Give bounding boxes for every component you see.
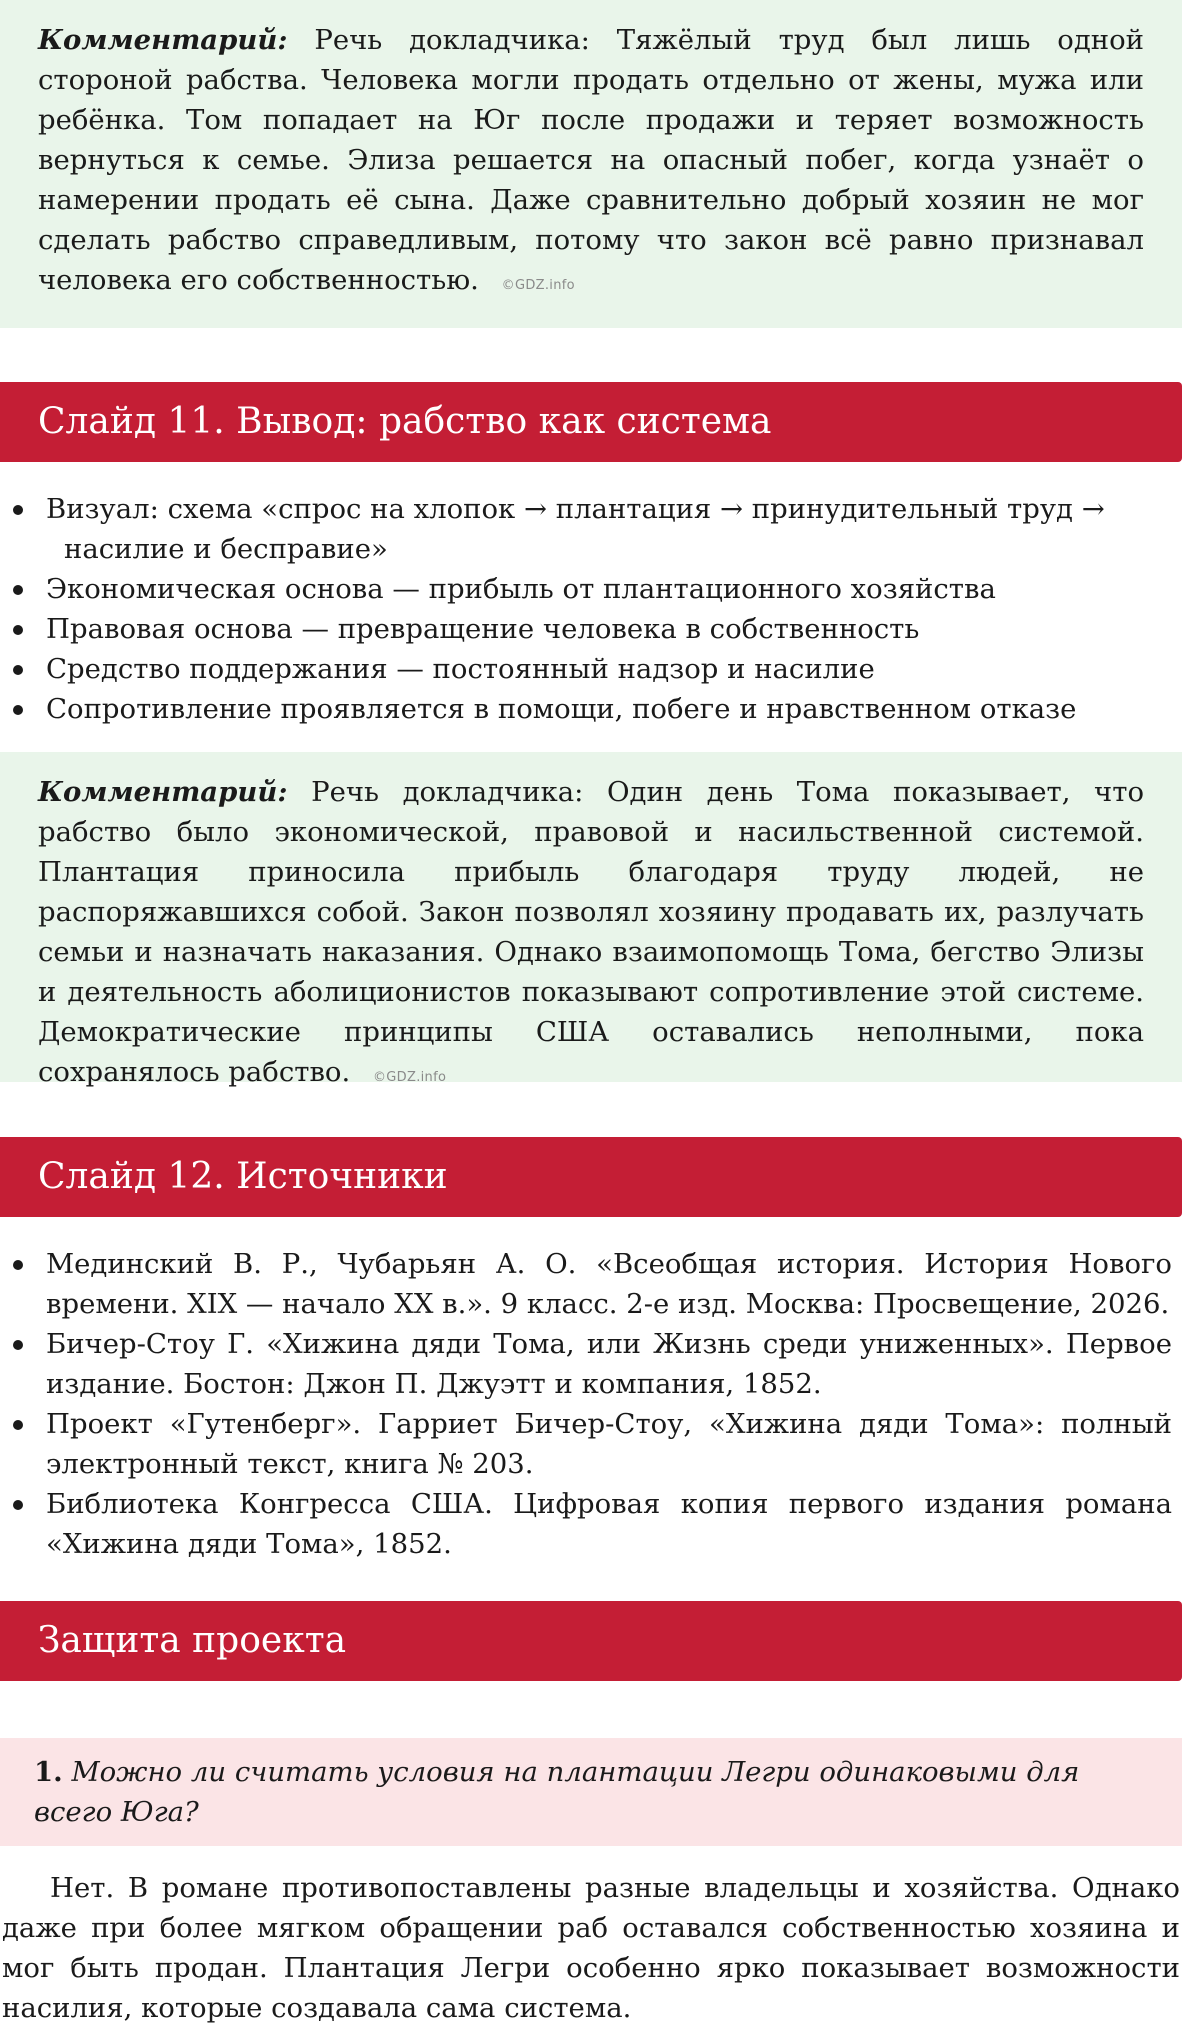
sources-list	[0, 1244, 1182, 1564]
list-item: Правовая основа — превращение человека в собственность	[46, 609, 1172, 649]
bullet-icon	[13, 585, 23, 595]
question-box	[0, 1738, 1182, 1846]
slide-11-bullet-list	[0, 489, 1182, 729]
bullet-icon	[13, 665, 23, 675]
comment-paragraph	[38, 20, 1144, 306]
comment-box-1	[0, 0, 1182, 328]
list-item: Средство поддержания — постоянный надзор и насилие	[46, 649, 1172, 689]
bullet-icon	[13, 1500, 23, 1510]
bullet-icon	[13, 1340, 23, 1350]
list-item: Бичер-Стоу Г. «Хижина дяди Тома, или Жизнь среди униженных». Первое издание. Бостон: Джон П. Джуэтт и компания, 1852.	[46, 1324, 1172, 1404]
bullet-icon	[13, 1260, 23, 1270]
slide-11-title: Слайд 11. Вывод: рабство как система	[0, 382, 1182, 462]
question-number: 1.	[34, 1756, 63, 1788]
bullet-icon	[13, 1420, 23, 1430]
defense-title: Защита проекта	[0, 1601, 1182, 1681]
list-item: Мединский В. Р., Чубарьян А. О. «Всеобщая история. История Нового времени. XIX — начало XX в.». 9 класс. 2-е изд. Москва: Просвещение, 2026.	[46, 1244, 1172, 1324]
watermark: ©GDZ.info	[501, 278, 575, 293]
bullet-icon	[13, 705, 23, 715]
list-item: Проект «Гутенберг». Гарриет Бичер-Стоу, «Хижина дяди Тома»: полный электронный текст, книга № 203.	[46, 1404, 1172, 1484]
comment-text: Речь докладчика: Тяжёлый труд был лишь одной стороной рабства. Человека могли продать отдельно от жены, мужа или ребёнка. Том попадает на Юг после продажи и теряет возможность вернуться к семье. Элиза решается на опасный побег, когда узнаёт о намерении продать её сына. Даже сравнительно добрый хозяин не мог сделать рабство справедливым, потому что закон всё равно признавал человека его собственностью.	[38, 24, 1145, 296]
watermark: ©GDZ.info	[373, 1070, 447, 1085]
bullet-icon	[13, 505, 23, 515]
comment-box-2	[0, 752, 1182, 1088]
question-text: Можно ли считать условия на плантации Легри одинаковыми для всего Юга?	[34, 1756, 1080, 1828]
comment-paragraph	[38, 772, 1144, 1098]
slide-12-title: Слайд 12. Источники	[0, 1137, 1182, 1217]
comment-label: Комментарий:	[38, 776, 288, 808]
list-item: Библиотека Конгресса США. Цифровая копия первого издания романа «Хижина дяди Тома», 1852.	[46, 1484, 1172, 1564]
list-item: Экономическая основа — прибыль от плантационного хозяйства	[46, 569, 1172, 609]
list-item: Сопротивление проявляется в помощи, побеге и нравственном отказе	[46, 689, 1172, 729]
comment-label: Комментарий:	[38, 24, 288, 56]
answer-paragraph: Нет. В романе противопоставлены разные владельцы и хозяйства. Однако даже при более мягком обращении раб оставался собственностью хозяина и мог быть продан. Плантация Легри особенно ярко показывает возможности насилия, которые создавала сама система.	[2, 1872, 1180, 2024]
bullet-icon	[13, 625, 23, 635]
comment-text: Речь докладчика: Один день Тома показывает, что рабство было экономической, правовой и насильственной системой. Плантация приносила прибыль благодаря труду людей, не распоряжавшихся собой. Закон позволял хозяину продавать их, разлучать семьи и назначать наказания. Однако взаимопомощь Тома, бегство Элизы и деятельность аболиционистов показывают сопротивление этой системе. Демократические принципы США оставались неполными, пока сохранялось рабство.	[38, 776, 1144, 1088]
list-item: Визуал: схема «спрос на хлопок → плантация → принудительный труд → насилие и бесправие»	[46, 489, 1172, 569]
